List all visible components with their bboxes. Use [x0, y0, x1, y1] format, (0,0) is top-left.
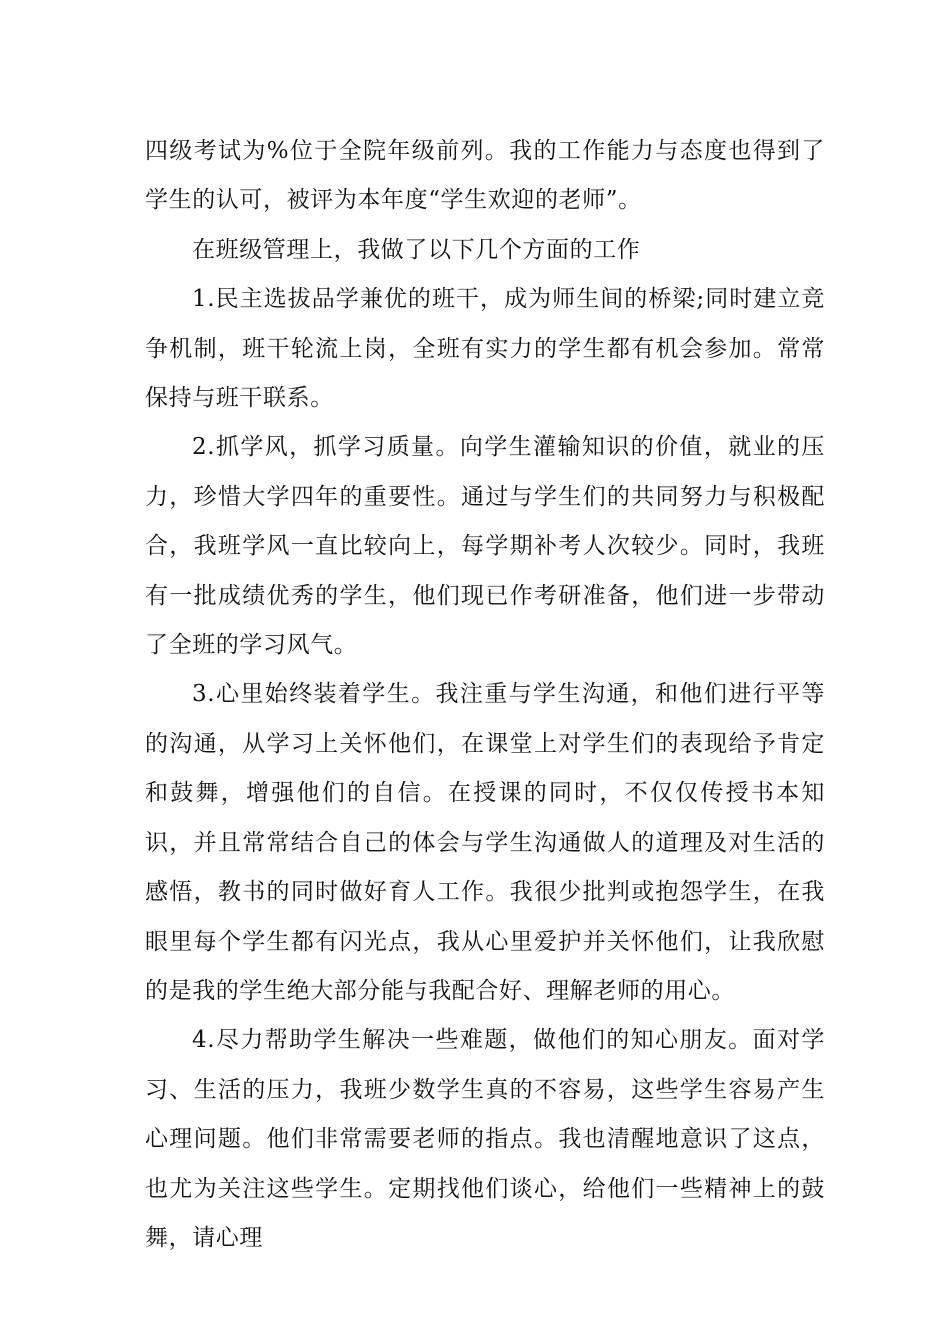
paragraph-item-1: 1.民主选拔品学兼优的班干，成为师生间的桥梁;同时建立竞争机制，班干轮流上岗，全班有实力的学生都有机会参加。常常保持与班干联系。 [145, 286, 825, 412]
paragraph-item-2: 2.抓学风，抓学习质量。向学生灌输知识的价值，就业的压力，珍惜大学四年的重要性。通过与学生们的共同努力与积极配合，我班学风一直比较向上，每学期补考人次较少。同时，我班有一批成绩优秀的学生，他们现已作考研准备，他们进一步带动了全班的学习风气。 [145, 434, 825, 659]
paragraph-class-management-intro: 在班级管理上，我做了以下几个方面的工作 [192, 236, 641, 263]
paragraph-item-4: 4.尽力帮助学生解决一些难题，做他们的知心朋友。面对学习、生活的压力，我班少数学生真的不容易，这些学生容易产生心理问题。他们非常需要老师的指点。我也清醒地意识了这点，也尤为关注这些学生。定期找他们谈心，给他们一些精神上的鼓舞，请心理 [145, 1027, 825, 1251]
paragraph-continuation: 四级考试为%位于全院年级前列。我的工作能力与态度也得到了学生的认可，被评为本年度“学生欢迎的老师”。 [145, 138, 825, 214]
paragraph-item-3: 3.心里始终装着学生。我注重与学生沟通，和他们进行平等的沟通，从学习上关怀他们，在课堂上对学生们的表现给予肯定和鼓舞，增强他们的自信。在授课的同时，不仅仅传授书本知识，并且常常结合自己的体会与学生沟通做人的道理及对生活的感悟，教书的同时做好育人工作。我很少批判或抱怨学生，在我眼里每个学生都有闪光点，我从心里爱护并关怀他们，让我欣慰的是我的学生绝大部分能与我配合好、理解老师的用心。 [145, 681, 825, 1004]
document-body [145, 127, 825, 1263]
